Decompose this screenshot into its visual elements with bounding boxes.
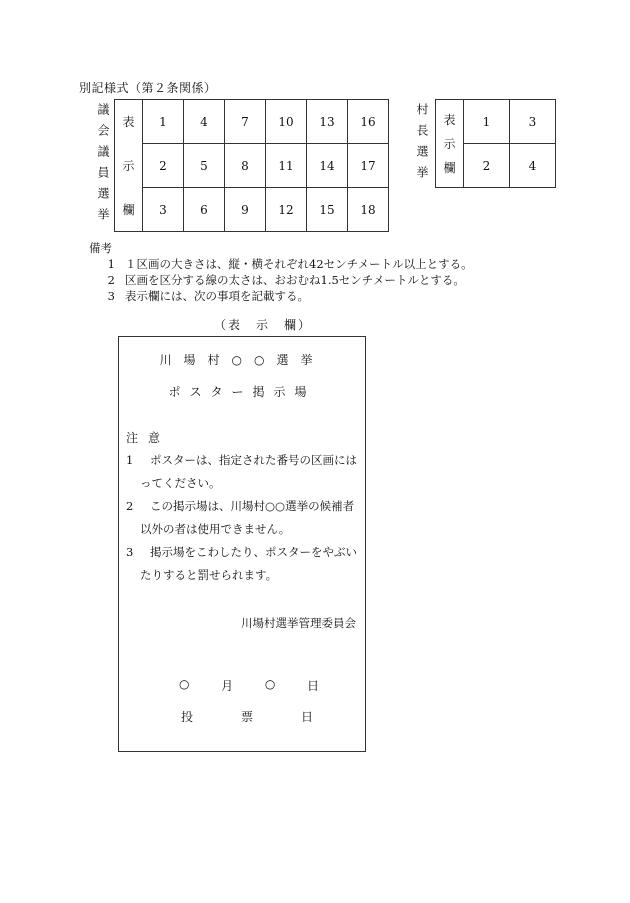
mayor-title-char: 村 — [415, 103, 429, 124]
remarks-item — [89, 272, 473, 288]
council-election-title — [93, 103, 113, 229]
remarks-item-number: 1 — [107, 257, 115, 271]
caution-item — [126, 495, 362, 541]
remarks-item-text: 表示欄には、次の事項を記載する。 — [125, 289, 309, 303]
remarks-item — [89, 288, 473, 304]
remarks-item-text: １区画の大きさは、縦・横それぞれ42センチメートル以上とする。 — [125, 257, 473, 271]
remarks-item-number: 3 — [107, 289, 115, 303]
council-title-char: 会 — [96, 124, 110, 145]
label-char: 表 — [443, 112, 456, 127]
mayor-title-char: 挙 — [415, 166, 429, 187]
council-title-char: 挙 — [96, 208, 110, 229]
voting-day-part: 日 — [300, 710, 313, 724]
mayor-title-char: 長 — [415, 124, 429, 145]
form-heading: 別記様式（第２条関係） — [79, 81, 217, 95]
council-title-char: 議 — [96, 145, 110, 166]
remarks-item-number: 2 — [107, 273, 115, 287]
remarks-section — [89, 240, 473, 304]
grid-cell: 18 — [348, 188, 389, 232]
mayor-display-label — [436, 100, 464, 188]
grid-cell: 11 — [266, 144, 307, 188]
caution-item-text: ポスターは、指定された番号の区画には — [150, 453, 357, 467]
label-char: 示 — [443, 136, 456, 151]
caution-item-text-continued: 以外の者は使用できません。 — [140, 522, 291, 536]
grid-cell: 4 — [184, 100, 225, 144]
date-part: 日 — [306, 679, 319, 693]
date-part: ○ — [179, 677, 190, 691]
caution-item-text-continued: たりすると罰せられます。 — [140, 568, 278, 582]
remarks-title: 備考 — [89, 241, 112, 255]
grid-cell: 16 — [348, 100, 389, 144]
board-title: 川場村○○選挙 — [159, 353, 325, 367]
caution-item-number: 1 — [126, 453, 134, 467]
grid-cell: 15 — [307, 188, 348, 232]
council-title-char: 員 — [96, 166, 110, 187]
council-display-label — [115, 100, 143, 232]
grid-cell: 14 — [307, 144, 348, 188]
label-char: 表 — [122, 114, 135, 129]
display-panel — [118, 336, 366, 752]
grid-cell: 2 — [143, 144, 184, 188]
grid-cell: 17 — [348, 144, 389, 188]
label-char: 示 — [122, 158, 135, 173]
caution-item-text: この掲示場は、川場村○○選挙の候補者 — [150, 499, 355, 513]
date-row — [179, 677, 319, 694]
voting-day-part: 票 — [240, 710, 253, 724]
caution-item — [126, 449, 362, 495]
grid-cell: 2 — [464, 144, 510, 188]
grid-cell: 1 — [464, 100, 510, 144]
grid-cell: 5 — [184, 144, 225, 188]
grid-cell: 4 — [510, 144, 556, 188]
grid-cell: 8 — [225, 144, 266, 188]
council-poster-grid — [114, 99, 389, 232]
display-panel-caption: （表 示 欄） — [214, 318, 313, 332]
grid-cell: 9 — [225, 188, 266, 232]
remarks-item-text: 区画を区分する線の太さは、おおむね1.5センチメートルとする。 — [125, 273, 465, 287]
label-char: 欄 — [122, 202, 135, 217]
grid-cell: 1 — [143, 100, 184, 144]
caution-heading: 注意 — [126, 431, 171, 445]
date-part: 月 — [221, 679, 234, 693]
mayor-poster-grid — [435, 99, 556, 188]
grid-cell: 3 — [510, 100, 556, 144]
grid-cell: 12 — [266, 188, 307, 232]
grid-cell: 10 — [266, 100, 307, 144]
caution-list — [126, 449, 362, 587]
grid-cell: 6 — [184, 188, 225, 232]
remarks-item — [89, 256, 473, 272]
issuer: 川場村選挙管理委員会 — [241, 616, 356, 630]
voting-day-part: 投 — [181, 710, 194, 724]
caution-item-number: 2 — [126, 499, 134, 513]
date-part: ○ — [264, 677, 276, 691]
caution-item-number: 3 — [126, 545, 134, 559]
caution-item — [126, 541, 362, 587]
voting-day-row — [181, 708, 313, 725]
board-subtitle: ポスター掲示場 — [168, 385, 316, 399]
caution-item-text-continued: ってください。 — [140, 476, 221, 490]
grid-cell: 7 — [225, 100, 266, 144]
grid-cell: 3 — [143, 188, 184, 232]
mayor-election-title — [414, 103, 431, 187]
caution-item-text: 掲示場をこわしたり、ポスターをやぶい — [150, 545, 357, 559]
council-title-char: 議 — [96, 103, 110, 124]
mayor-title-char: 選 — [415, 145, 429, 166]
label-char: 欄 — [443, 160, 456, 175]
grid-cell: 13 — [307, 100, 348, 144]
council-title-char: 選 — [96, 187, 110, 208]
